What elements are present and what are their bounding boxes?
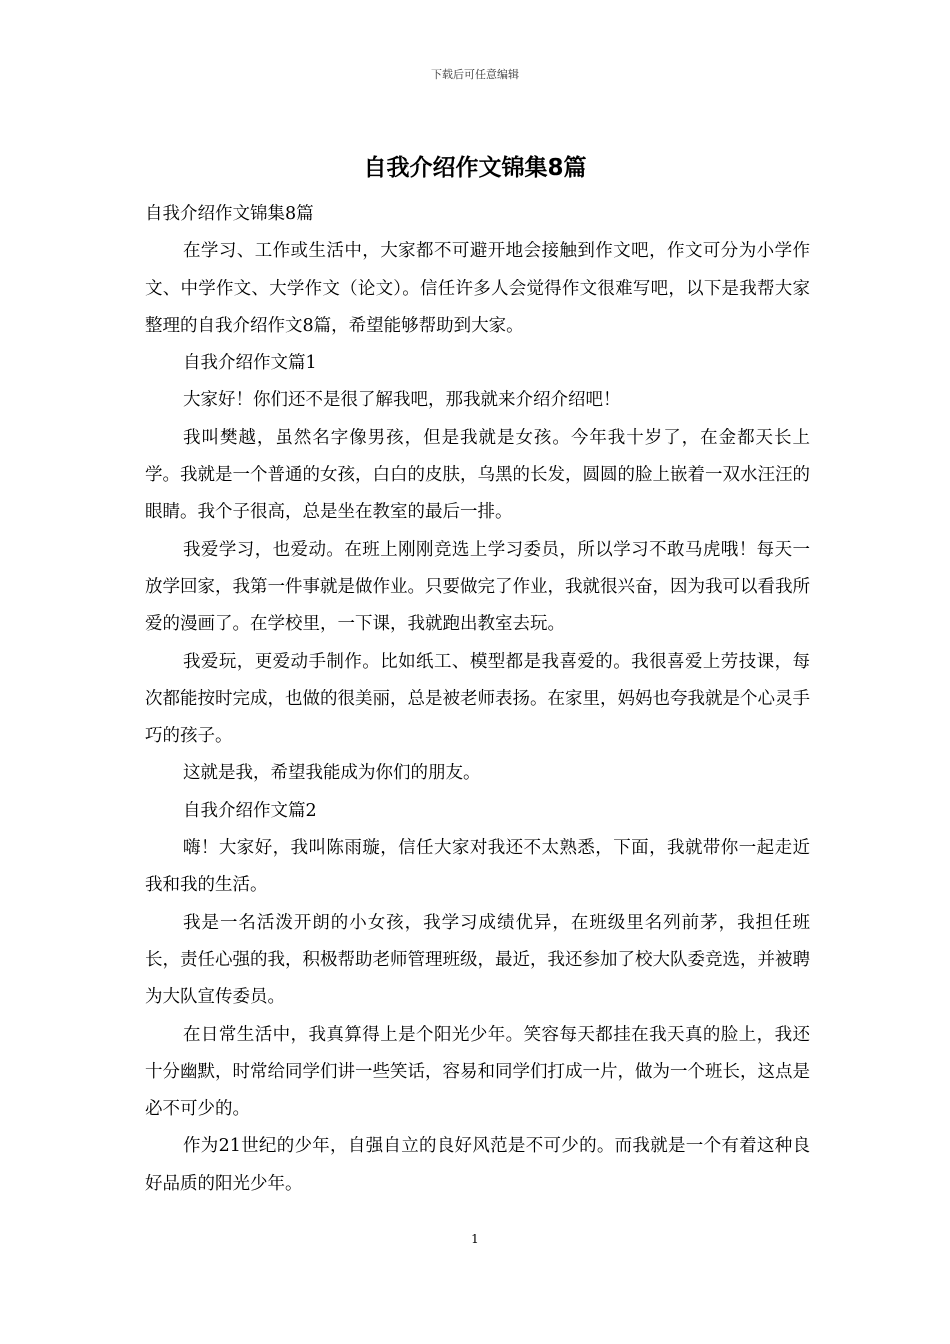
paragraph: 嗨！大家好，我叫陈雨璇，信任大家对我还不太熟悉，下面，我就带你一起走近我和我的生活。 [145,838,810,896]
page-number: 1 [471,1232,479,1246]
paragraph: 大家好！你们还不是很了解我吧，那我就来介绍介绍吧！ [183,390,621,411]
page-header: 下载后可任意编辑 [431,68,519,81]
paragraph: 我爱玩，更爱动手制作。比如纸工、模型都是我喜爱的。我很喜爱上劳技课，每次都能按时完成，也做的很美丽，总是被老师表扬。在家里，妈妈也夸我就是个心灵手巧的孩子。 [145,651,810,747]
paragraph: 在学习、工作或生活中，大家都不可避开地会接触到作文吧，作文可分为小学作文、中学作文、大学作文（论文）。信任许多人会觉得作文很难写吧，以下是我帮大家整理的自我介绍作文8篇，希望能够帮助到大家。 [145,241,810,336]
section-heading: 自我介绍作文篇1 [183,353,317,374]
paragraph: 我叫樊越，虽然名字像男孩，但是我就是女孩。今年我十岁了，在金都天长上学。我就是一个普通的女孩，白白的皮肤，乌黑的长发，圆圆的脸上嵌着一双水汪汪的眼睛。我个子很高，总是坐在教室的最后一排。 [145,427,810,523]
paragraph: 我是一名活泼开朗的小女孩，我学习成绩优异，在班级里名列前茅，我担任班长，责任心强的我，积极帮助老师管理班级，最近，我还参加了校大队委竞选，并被聘为大队宣传委员。 [145,912,810,1008]
section-heading: 自我介绍作文篇2 [183,800,317,821]
paragraph: 这就是我，希望我能成为你们的朋友。 [183,763,481,784]
paragraph: 自我介绍作文锦集8篇 [145,204,314,224]
paragraph: 作为21世纪的少年，自强自立的良好风范是不可少的。而我就是一个有着这种良好品质的阳光少年。 [145,1136,810,1194]
document-body [145,196,810,1203]
paragraph: 我爱学习，也爱动。在班上刚刚竞选上学习委员，所以学习不敢马虎哦！每天一放学回家，我第一件事就是做作业。只要做完了作业，我就很兴奋，因为我可以看我所爱的漫画了。在学校里，一下课，我就跑出教室去玩。 [145,539,810,635]
document-title: 自我介绍作文锦集8篇 [363,155,587,181]
paragraph: 在日常生活中，我真算得上是个阳光少年。笑容每天都挂在我天真的脸上，我还十分幽默，时常给同学们讲一些笑话，容易和同学们打成一片，做为一个班长，这点是必不可少的。 [145,1024,810,1120]
